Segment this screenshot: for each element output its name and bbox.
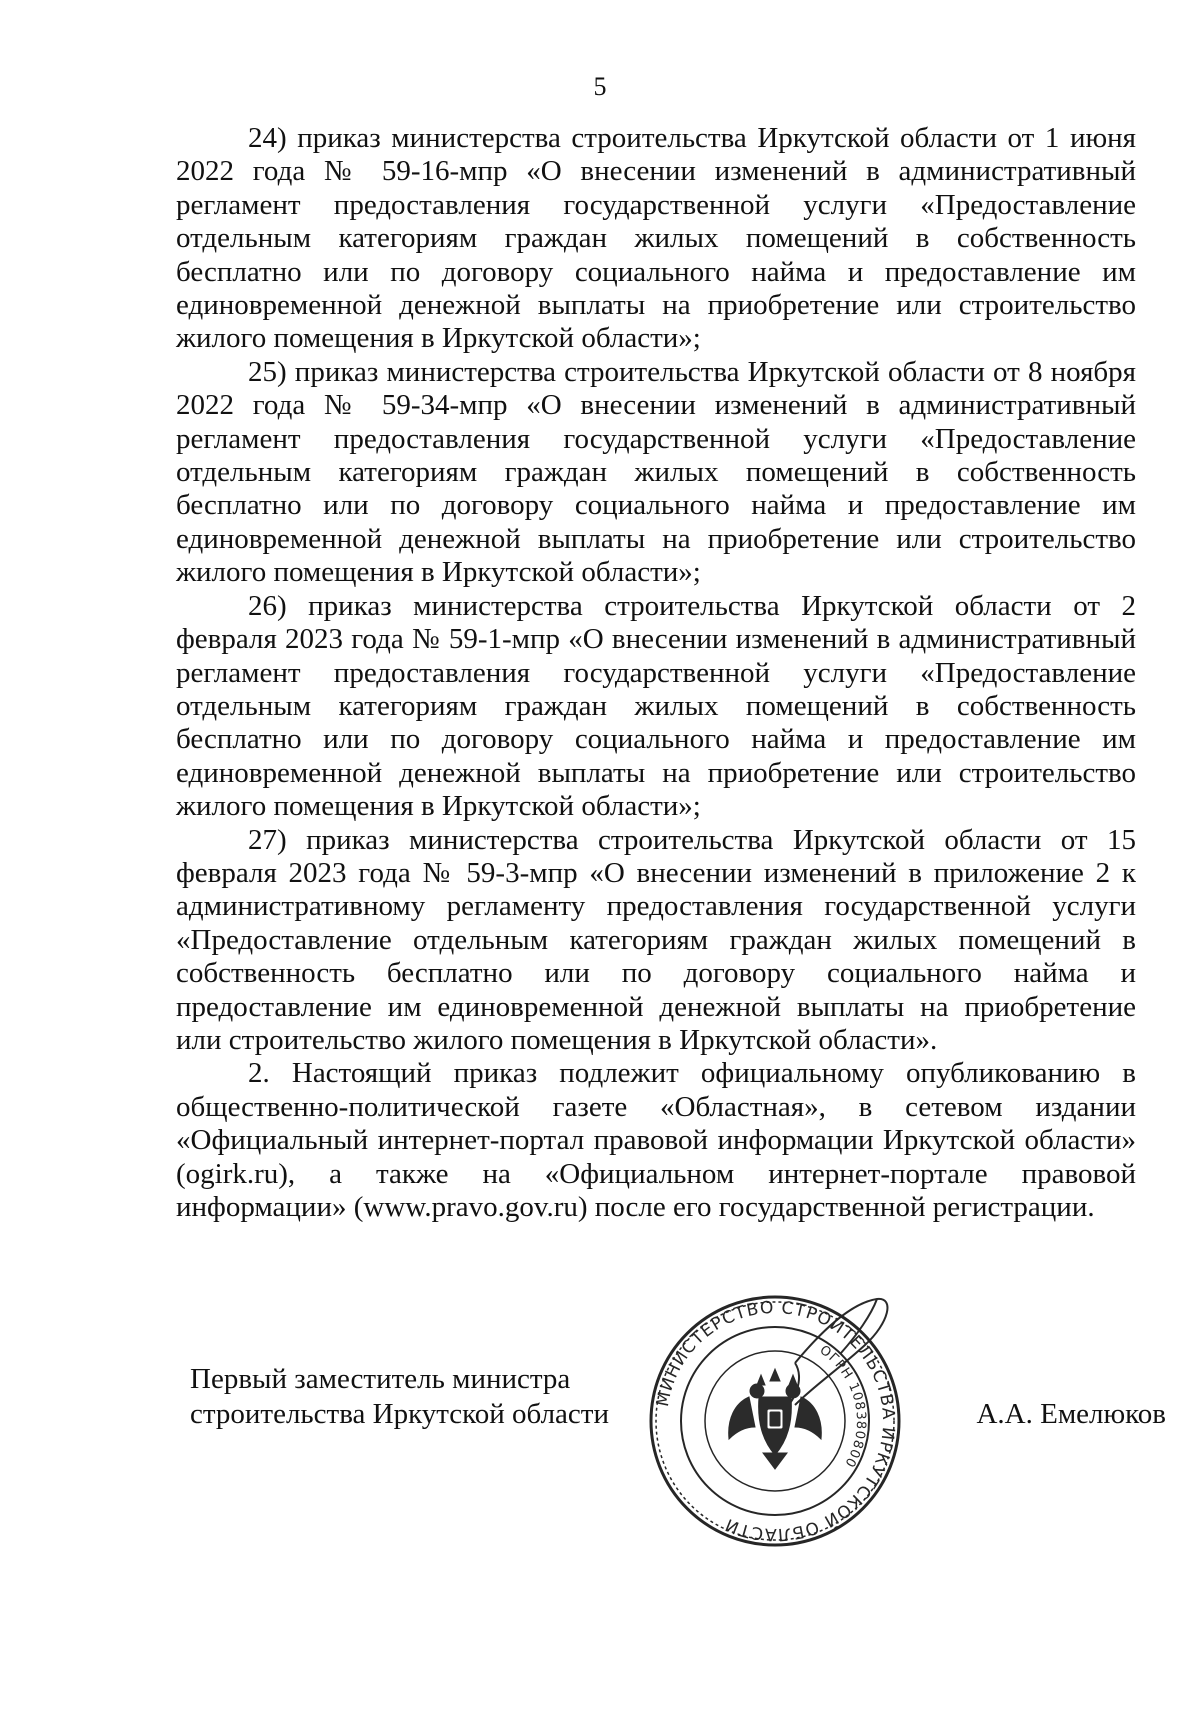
signer-name: А.А. Емелюков <box>976 1398 1166 1430</box>
signer-title-line-2: строительства Иркутской области <box>190 1398 609 1430</box>
paragraph-item-26: 26) приказ министерства строительства Иркутской области от 2 февраля 2023 года № 59-1-мпр «О внесении изменений в административный регламент предоставления государственной услуги «Предоставление отдельным категориям граждан жилых помещений в собственность бесплатно или по договору социального найма и предоставление им единовременной денежной выплаты на приобретение или строительство жилого помещения в Иркутской области»; <box>176 589 1136 823</box>
official-stamp <box>645 1293 905 1593</box>
coat-of-arms-icon <box>729 1369 822 1469</box>
stamp-outer-textpath: МИНИСТЕРСТВО СТРОИТЕЛЬСТВА ИРКУТСКОЙ ОБЛАСТИ <box>652 1297 899 1545</box>
page-number: 5 <box>593 72 607 101</box>
stamp-inner-textpath: ОГРН 108380800 <box>816 1342 869 1471</box>
signature-block <box>190 1297 1190 1608</box>
signer-title-line-1: Первый заместитель министра <box>190 1363 571 1395</box>
signer-title <box>190 1362 609 1432</box>
paragraph-item-24: 24) приказ министерства строительства Иркутской области от 1 июня 2022 года № 59-16-мпр «О внесении изменений в административный регламент предоставления государственной услуги «Предоставление отдельным категориям граждан жилых помещений в собственность бесплатно или по договору социального найма и предоставление им единовременной денежной выплаты на приобретение или строительство жилого помещения в Иркутской области»; <box>176 122 1136 355</box>
paragraph-item-25: 25) приказ министерства строительства Иркутской области от 8 ноября 2022 года № 59-34-мпр «О внесении изменений в административный регламент предоставления государственной услуги «Предоставление отдельным категориям граждан жилых помещений в собственность бесплатно или по договору социального найма и предоставление им единовременной денежной выплаты на приобретение или строительство жилого помещения в Иркутской области»; <box>176 355 1136 589</box>
paragraph-clause-2: 2. Настоящий приказ подлежит официальному опубликованию в общественно-политической газете «Областная», в сетевом издании «Официальный интернет-портал правовой информации Иркутской области» (ogirk.ru), а также на «Официальном интернет-портале правовой информации» (www.pravo.gov.ru) после его государственной регистрации. <box>176 1057 1136 1223</box>
document-body <box>176 122 1136 1224</box>
paragraph-item-27: 27) приказ министерства строительства Иркутской области от 15 февраля 2023 года № 59-3-мпр «О внесении изменений в приложение 2 к административному регламенту предоставления государственной услуги «Предоставление отдельным категориям граждан жилых помещений в собственность бесплатно или по договору социального найма и предоставление им единовременной денежной выплаты на приобретение или строительство жилого помещения в Иркутской области». <box>176 823 1136 1056</box>
